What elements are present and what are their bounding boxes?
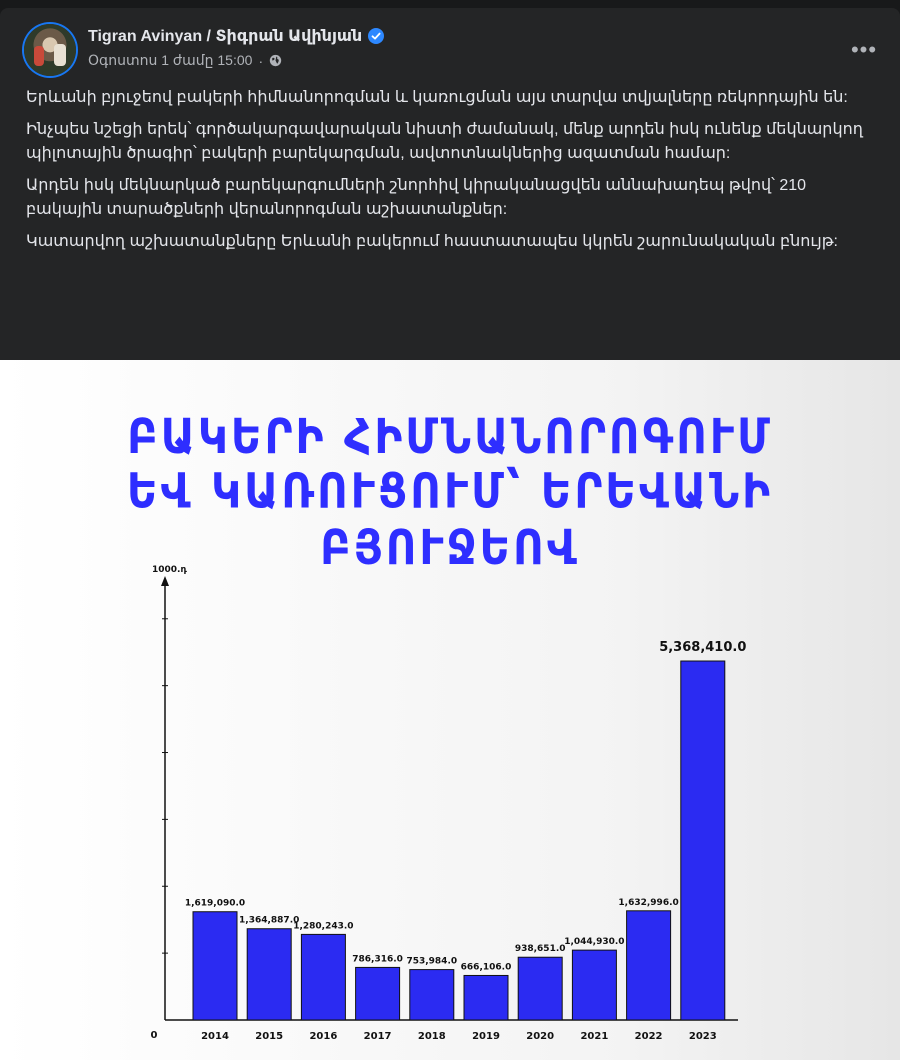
post-paragraph: Երևանի բյուջեով բակերի հիմնանորոգման և կառուցման այս տարվա տվյալները ռեկորդային են: <box>26 89 848 106</box>
author-name[interactable]: Tigran Avinyan / Տիգրան Ավինյան <box>88 28 363 45</box>
data-label-2019: 666,106.0 <box>460 962 512 973</box>
author-line <box>88 26 384 46</box>
verified-badge-icon <box>368 28 384 44</box>
bar-2022 <box>627 911 671 1020</box>
bar-2014 <box>193 912 237 1020</box>
post-meta <box>88 52 282 69</box>
y-zero-label: 0 <box>150 1030 158 1041</box>
data-label-2022: 1,632,996.0 <box>618 897 679 908</box>
x-tick-label-2019: 2019 <box>472 1031 500 1042</box>
y-unit-label: 1000.դ <box>152 565 187 575</box>
post-header <box>22 22 878 78</box>
data-label-2020: 938,651.0 <box>514 944 566 955</box>
data-label-2017: 786,316.0 <box>352 954 403 965</box>
bar-2015 <box>247 929 291 1020</box>
data-label-2014: 1,619,090.0 <box>184 898 246 909</box>
meta-separator: · <box>258 52 264 69</box>
bar-2017 <box>356 967 400 1020</box>
bar-chart <box>0 360 900 1060</box>
more-options-button[interactable]: ••• <box>850 37 878 62</box>
bar-2020 <box>518 957 562 1020</box>
data-label-2015: 1,364,887.0 <box>239 915 300 926</box>
y-axis-arrow <box>161 576 169 586</box>
x-tick-label-2014: 2014 <box>201 1031 229 1042</box>
x-tick-label-2016: 2016 <box>309 1031 338 1042</box>
post-timestamp[interactable]: Օգոստոս 1 ժամը 15:00 <box>88 52 253 68</box>
bar-2023 <box>681 661 725 1020</box>
post-paragraph: Արդեն իսկ մեկնարկած բարեկարգումների շնորհիվ կիրականացվեն աննախադեպ թվով՝ 210 բակային տարածքների վերանորոգման աշխատանքներ: <box>26 177 807 218</box>
bar-2021 <box>572 950 616 1020</box>
data-label-2016: 1,280,243.0 <box>293 921 354 932</box>
post-paragraph: Կատարվող աշխատանքները Երևանի բակերում հաստատապես կկրեն շարունակական բնույթ: <box>26 233 838 250</box>
x-tick-label-2021: 2021 <box>580 1031 609 1042</box>
data-label-2018: 753,984.0 <box>406 956 458 967</box>
post-text <box>26 86 878 262</box>
bar-2019 <box>464 975 508 1020</box>
avatar[interactable] <box>24 24 76 76</box>
x-tick-label-2015: 2015 <box>255 1031 284 1042</box>
post-image[interactable] <box>0 360 900 1060</box>
globe-icon[interactable] <box>269 54 282 67</box>
x-tick-label-2018: 2018 <box>417 1031 446 1042</box>
post-paragraph: Ինչպես նշեցի երեկ՝ գործակարգավարական նիստի ժամանակ, մենք արդեն իսկ ունենք մեկնարկող պիլոտային ծրագիր՝ բակերի բարեկարգման, ավտոտնակներից ազատման համար: <box>26 121 863 162</box>
x-tick-label-2017: 2017 <box>363 1031 392 1042</box>
infographic-title-line-1: ԲԱԿԵՐԻ ՀԻՄՆԱՆՈՐՈԳՈՒՄ <box>127 408 773 465</box>
bar-2016 <box>301 934 345 1020</box>
data-label-2021: 1,044,930.0 <box>564 937 625 948</box>
x-tick-label-2023: 2023 <box>688 1031 717 1042</box>
x-tick-label-2022: 2022 <box>634 1031 663 1042</box>
bar-2018 <box>410 970 454 1020</box>
x-tick-label-2020: 2020 <box>526 1031 555 1042</box>
infographic-title-line-2: ԵՎ ԿԱՌՈՒՑՈՒՄ՝ ԵՐԵՎԱՆԻ ԲՅՈՒՋԵՈՎ <box>126 462 774 576</box>
data-label-2023: 5,368,410.0 <box>659 640 747 656</box>
